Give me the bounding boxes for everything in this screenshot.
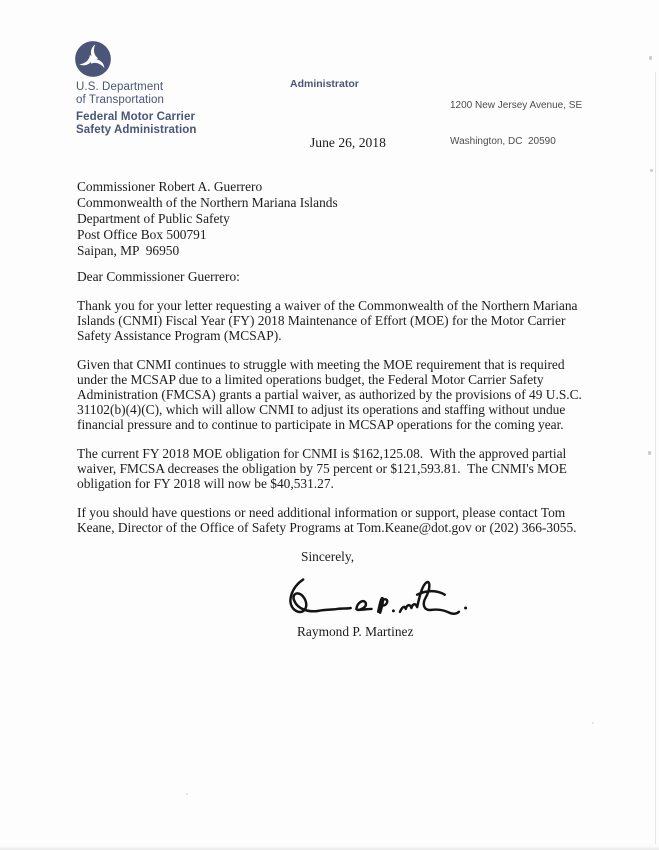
recipient-line: Department of Public Safety: [77, 211, 230, 226]
recipient-line: Saipan, MP 96950: [77, 243, 180, 258]
signer-typed-name: Raymond P. Martinez: [297, 624, 414, 639]
scan-speck: [650, 169, 653, 172]
agency-name-line2: Safety Administration: [76, 123, 197, 136]
us-dot-logo-icon: [74, 40, 112, 78]
scan-speck: [649, 56, 652, 60]
paragraph-3: The current FY 2018 MOE obligation for CNMI is $162,125.08. With the approved partial waiver, FMCSA decreases the obligation by 75 percent or $121,593.81. The CNMI's MOE obligation for FY 2018 will now be $40,531.27.: [77, 446, 571, 491]
hq-address-line2: Washington, DC 20590: [450, 136, 556, 147]
letter-date: June 26, 2018: [310, 135, 386, 150]
recipient-line: Commissioner Robert A. Guerrero: [77, 179, 263, 194]
department-name: [76, 81, 164, 106]
department-name-line2: of Transportation: [76, 93, 165, 106]
recipient-line: Post Office Box 500791: [77, 227, 207, 242]
department-name-line1: U.S. Department: [76, 81, 164, 93]
agency-name: [76, 111, 197, 136]
agency-name-line1: Federal Motor Carrier: [76, 111, 196, 123]
office-title: Administrator: [290, 78, 359, 90]
hq-address-line1: 1200 New Jersey Avenue, SE: [450, 100, 583, 111]
scan-bottom-shade: [0, 846, 659, 850]
scan-speck: [648, 451, 651, 455]
handwritten-signature: [282, 570, 595, 622]
closing: Sincerely,: [301, 549, 355, 564]
paragraph-1: Thank you for your letter requesting a waiver of the Commonwealth of the Northern Mariana Islands (CNMI) Fiscal Year (FY) 2018 Maintenance of Effort (MOE) for the Motor Carrier Safety Assistance Program (MCSAP).: [77, 298, 581, 343]
paragraph-2: Given that CNMI continues to struggle with meeting the MOE requirement that is required under the MCSAP due to a limited operations budget, the Federal Motor Carrier Safety Administration (FMCSA) grants a partial waiver, as authorized by the provisions of 49 U.S.C. 31102(b)(4)(C), which will allow CNMI to adjust its operations and staffing without undue financial pressure and to continue to participate in MCSAP operations for the coming year.: [77, 357, 586, 432]
hq-address: [450, 76, 582, 172]
salutation: Dear Commissioner Guerrero:: [77, 269, 240, 284]
recipient-address-block: [77, 179, 595, 259]
scan-speck: [186, 793, 188, 795]
paragraph-4: If you should have questions or need additional information or support, please contact Tom Keane, Director of the Office of Safety Programs at Tom.Keane@dot.gov or (202) 366-3055.: [77, 505, 577, 535]
scan-speck: [592, 722, 594, 724]
scan-edge-artifact: [655, 72, 657, 844]
letter-body: [77, 179, 595, 639]
recipient-line: Commonwealth of the Northern Mariana Islands: [77, 195, 338, 210]
